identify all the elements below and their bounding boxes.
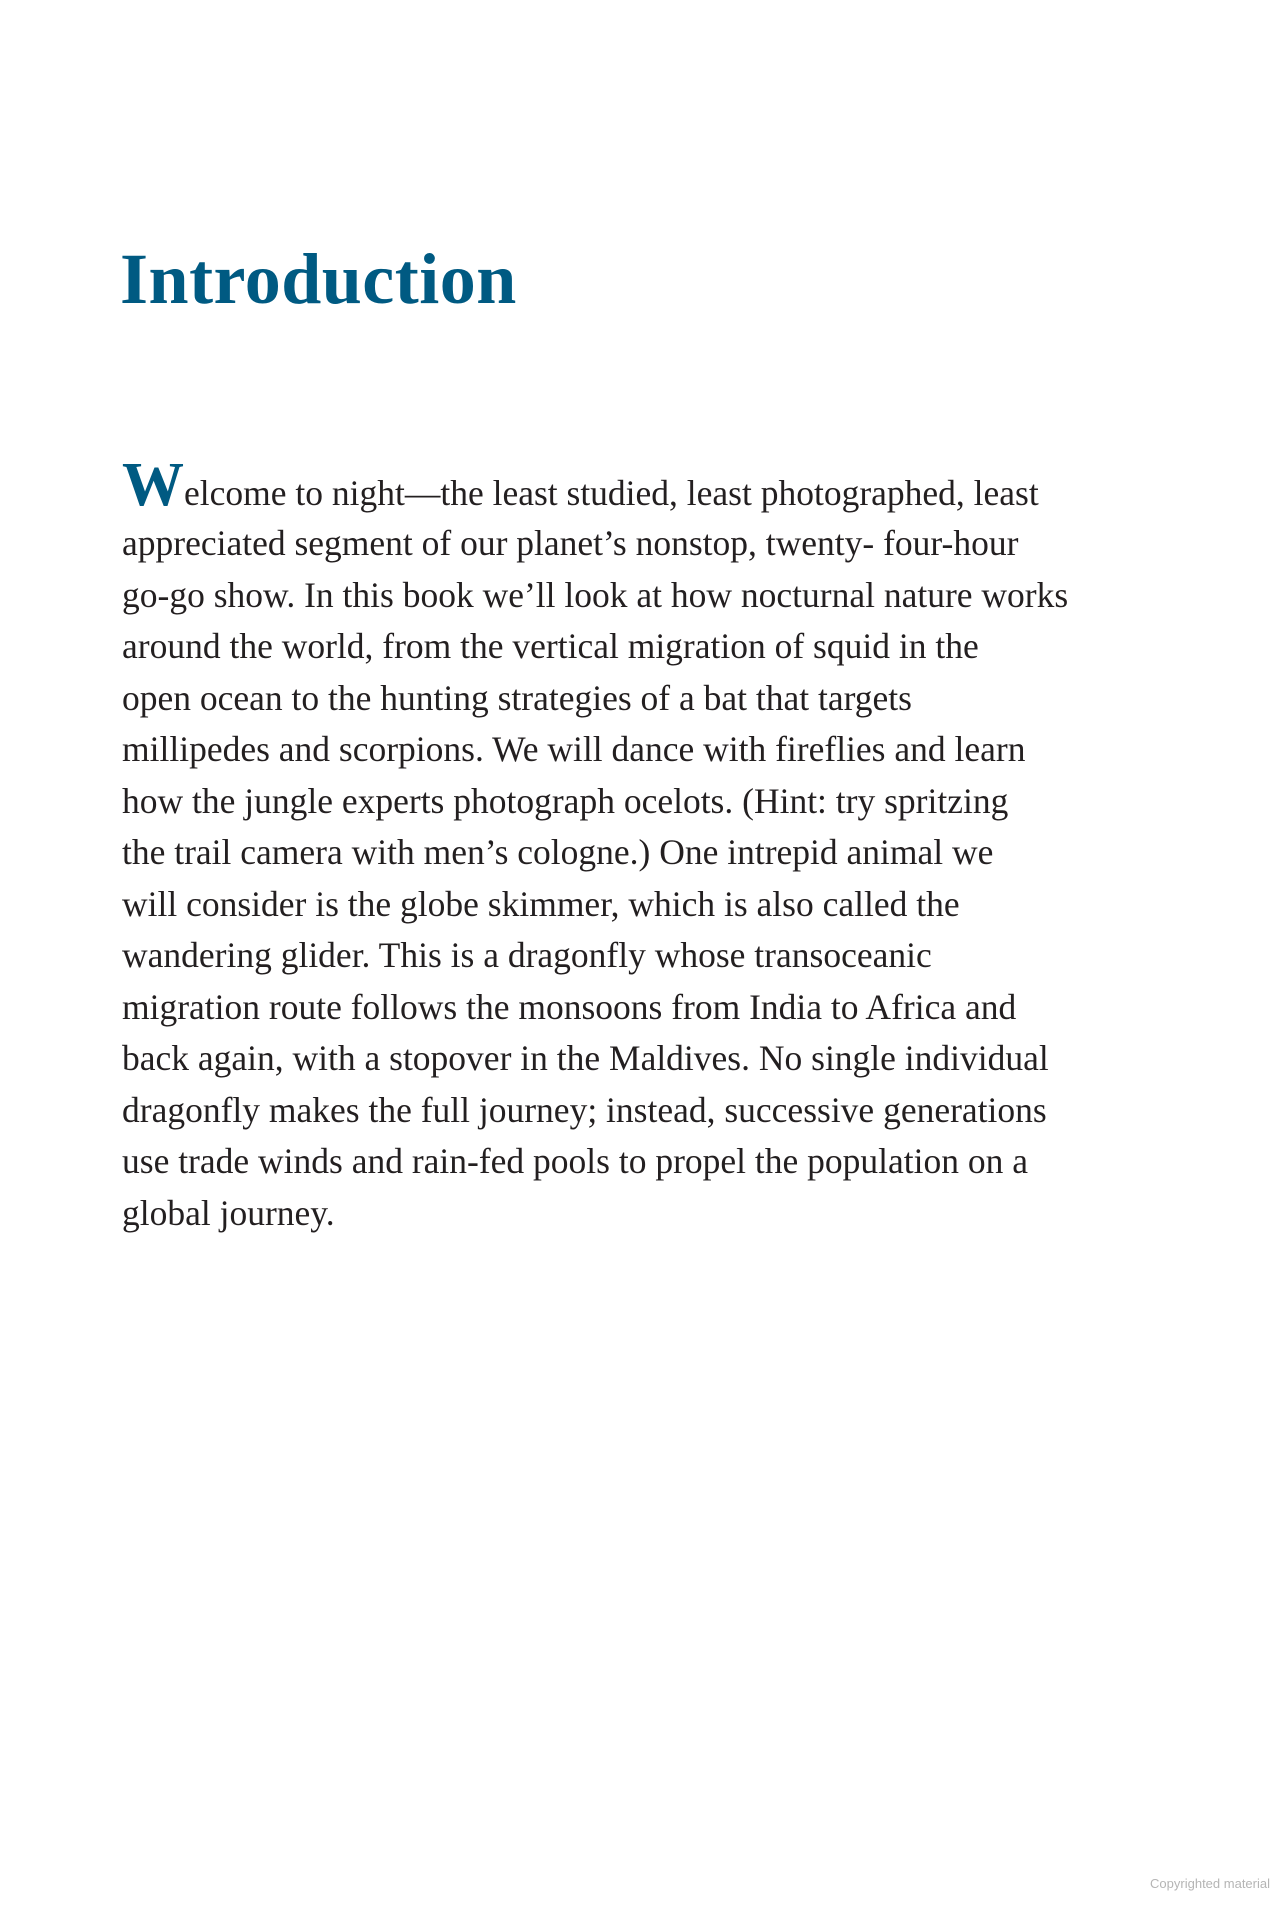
chapter-body <box>122 451 1069 1239</box>
body-line: dragonfly makes the full journey; instead, successive generations <box>122 1089 1047 1130</box>
body-line: open ocean to the hunting strategies of a bat that targets <box>122 677 912 718</box>
body-line: will consider is the globe skimmer, which is also called the <box>122 883 960 924</box>
copyright-notice: Copyrighted material <box>1150 1876 1270 1891</box>
body-line: millipedes and scorpions. We will dance with fireflies and learn <box>122 729 1026 769</box>
first-line-text: elcome to night—the least studied, least photographed, least <box>184 473 1039 513</box>
body-line: go-go show. In this book we’ll look at how nocturnal nature works <box>122 574 1069 615</box>
body-line: appreciated segment of our planet’s nonstop, twenty- four-hour <box>122 523 1019 563</box>
body-line: migration route follows the monsoons from India to Africa and <box>122 986 1017 1027</box>
body-line: how the jungle experts photograph ocelots. (Hint: try spritzing <box>122 780 1009 821</box>
body-line: around the world, from the vertical migration of squid in the <box>122 626 979 666</box>
chapter-title: Introduction <box>120 239 517 319</box>
body-line: wandering glider. This is a dragonfly whose transoceanic <box>122 935 932 975</box>
drop-cap: W <box>122 451 184 519</box>
body-line: use trade winds and rain-fed pools to propel the population on a <box>122 1141 1029 1181</box>
first-line <box>122 451 1068 519</box>
body-line: global journey. <box>122 1192 335 1233</box>
body-line: back again, with a stopover in the Maldives. No single individual <box>122 1038 1049 1078</box>
body-line: the trail camera with men’s cologne.) One intrepid animal we <box>122 832 994 872</box>
